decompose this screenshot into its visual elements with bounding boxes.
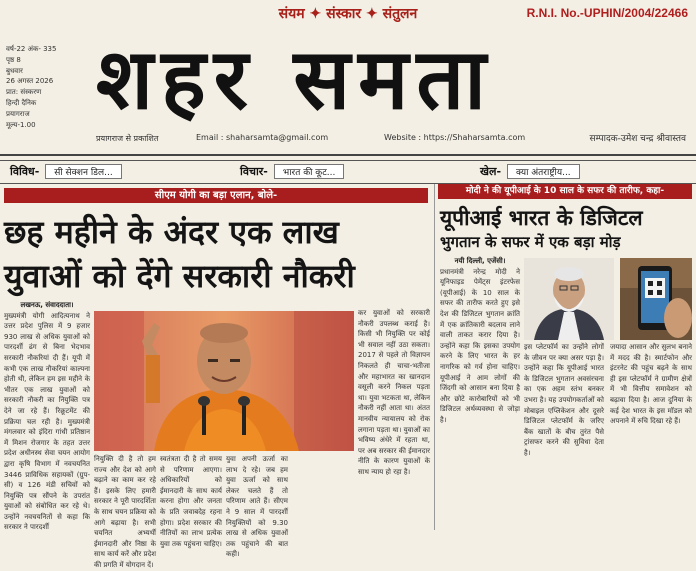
yogi-photo	[94, 311, 354, 451]
edition-info	[6, 44, 90, 130]
left-story-column-5: युवा अपनी ऊर्जा का लाभ दे रहे। जब हम युवा ऊर्जा को साथ लेकर चलते हैं तो परिणाम आते हैं। सीएम ने 9 साल में पारदर्शी नियुक्तियों को 9.30 लाख से अधिक युवाओं तक पहुंचाने की बात कही।	[226, 455, 288, 559]
right-story-column-1	[440, 256, 520, 528]
category-value: सी सेक्शन डिल...	[45, 164, 121, 179]
headline-line: छह महीने के अंदर एक लाख	[4, 213, 339, 251]
right-story-headline[interactable]	[440, 205, 692, 253]
dateline: लखनऊ, संवाददाता।	[20, 301, 74, 309]
body-text: मुख्यमंत्री योगी आदित्यनाथ ने उत्तर प्रदेश पुलिस में 9 हजार 930 लाख से अधिक युवाओं को पारदर्शी ढंग से बिना भेदभाव सरकारी नौकरियां दी हैं। यूपी में कभी एक लाख नौकरियां काल्पना होती थी, लेकिन हम इस महीने के भीतर एक लाख युवाओं को सरकारी नौकरी का नियुक्ति पत्र देने जा रहे हैं। रिक्रूटमेंट की प्रक्रिया चल रही है। मुख्यमंत्री मंगलवार को इंदिरा गांधी प्रतिष्ठान में मिशन रोजगार के तहत उत्तर प्रदेश अधीनस्थ सेवा चयन आयोग द्वारा कृषि विभाग में नवचयनित 3446 प्राविधिक सहायकों (ग्रुप-सी) व 126 मंडी सचिवों को नियुक्ति पत्र सौंपने के उपरांत युवाओं को संबोधित कर रहे थे। उन्होंने नवचयनितों से कहा कि सरकार ने पारदर्शी	[4, 311, 90, 532]
left-story-column-3: नियुक्ति दी है तो हम राज्य और देश को आगे बढ़ाने का काम कर रहे हैं। इसके लिए हमारी सरकार ने पूरी पारदर्शिता के साथ चयन प्रक्रिया को आगे बढ़ाया है। सभी चयनित अभ्यर्थी ईमानदारी और निष्ठा के साथ कार्य करें और प्रदेश की प्रगति में योगदान दें।	[94, 455, 156, 569]
rni-number: R.N.I. No.-UPHIN/2004/22466	[526, 6, 688, 20]
info-line: वर्ष-22 अंक- 335	[6, 45, 57, 53]
left-story-column-2: कर युवाओं को सरकारी नौकरी उपलब्ध कराई है। किसी भी नियुक्ति पर कोई भी सवाल नहीं उठा सकता। 2017 से पहले तो विज्ञापन निकलते ही चाचा-भतीजा और महाभारत का खानदान वसूली करने निकल पड़ता था। युवा भटकता था, लेकिन नौकरी नहीं आता था। अंतत मानवीय न्यायालय को रोक लगाना पड़ता था। युवाओं का भविष्य अंधेरे में रहता था, पर अब सरकार की ईमानदार नीति के कारण युवाओं के साथ न्याय हो रहा है।	[358, 309, 430, 476]
info-line: प्रयागराज	[6, 109, 30, 118]
email-link[interactable]: Email : shaharsamta@gmail.com	[196, 133, 329, 142]
phone-photo	[620, 258, 692, 340]
category-value: भारत की कूट...	[274, 164, 344, 179]
info-line: बुधवार	[6, 66, 23, 75]
published-from: प्रयागराज से प्रकाशित	[96, 134, 159, 143]
upi-phone-graphic	[620, 258, 692, 340]
masthead-tagline: संयम ✦ संस्कार ✦ संतुलन	[278, 6, 418, 22]
category-value: क्या अंतराष्ट्रीय...	[507, 164, 580, 179]
masthead-divider	[0, 154, 696, 156]
category-label: विविध-	[10, 165, 40, 178]
category-bar	[0, 160, 696, 184]
left-story-column-4: स्वतंत्रता दी है तो समय से परिणाम आएगा। अधिकारियों को ईमानदारी के साथ कार्य करना होगा और जनता के प्रति जवाबदेह रहना होगा। प्रदेश सरकार की नीतियों का लाभ प्रत्येक युवा तक पहुंचना चाहिए।	[160, 455, 222, 548]
left-story-kicker: सीएम योगी का बड़ा एलान, बोले-	[4, 188, 428, 203]
category-item[interactable]	[240, 164, 344, 179]
speaker-photo-graphic	[94, 311, 354, 451]
info-line: 26 अगस्त 2026	[6, 77, 54, 86]
info-line: प्रात: संस्करण	[6, 88, 42, 97]
category-item[interactable]	[480, 164, 580, 179]
info-line: मूल्य-1.00	[6, 120, 36, 129]
right-story-column-3: जयादा आसान और सुलभ बनाने में मदद की है। स्मार्टफोन और इंटरनेट की पहुंच बढ़ने के साथ ही इस प्लेटफॉर्म ने ग्रामीण क्षेत्रों में भी वित्तीय समावेशन को बढ़ावा दिया है। आज दुनिया के कई देश भारत के इस मॉडल को अपनाने में रुचि दिखा रहे हैं।	[610, 343, 692, 426]
right-story-column-2: इस प्लेटफॉर्म का उन्होंने लोगों के जीवन पर क्या असर पड़ा है। उन्होंने कहा कि यूपीआई भारत के डिजिटल भुगतान अवसंरचना का एक अहम स्तंभ बनकर उभरा है। यह उपयोगकर्ताओं को मोबाइल एप्लिकेशन और दूसरे डिजिटल प्लेटफॉर्म के जरिए बैंक खातों के बीच तुरंत पैसे ट्रांसफर करने की सुविधा देता है।	[524, 343, 604, 457]
editor-name: सम्पादक-उमेश चन्द्र श्रीवास्तव	[589, 134, 686, 144]
headline-line: भुगतान के सफर में एक बड़ा मोड़	[440, 233, 621, 251]
dateline: नयी दिल्ली, एजेंसी।	[454, 257, 506, 265]
modi-photo	[524, 258, 614, 340]
headline-line: युवाओं को देंगे सरकारी नौकरी	[4, 257, 355, 295]
website-link[interactable]: Website : https://Shaharsamta.com	[384, 133, 526, 142]
left-story-headline[interactable]	[4, 210, 434, 298]
category-item[interactable]	[10, 164, 122, 179]
column-divider	[434, 184, 435, 530]
modi-photo-graphic	[524, 258, 614, 340]
category-label: विचार-	[240, 165, 268, 178]
info-line: पृष्ठ 8	[6, 55, 21, 64]
info-line: हिन्दी दैनिक	[6, 98, 37, 107]
right-story-kicker: मोदी ने की यूपीआई के 10 साल के सफर की तारीफ, कहा-	[438, 184, 692, 199]
headline-line: यूपीआई भारत के डिजिटल	[440, 206, 643, 230]
category-label: खेल-	[480, 165, 502, 178]
newspaper-title: शहर समता	[96, 30, 494, 128]
body-text: प्रधानमंत्री नरेन्द्र मोदी ने यूनिफाइड पेमेंट्स इंटरफेस (यूपीआई) के 10 साल के सफर की तारीफ करते हुए इसे देश की डिजिटल भुगतान क्रांति में एक क्रांतिकारी बदलाव लाने वाली ताकत करार दिया है। उन्होंने कहा कि इसका उपयोग करने के लिए भारत के हर नागरिक को गर्व होना चाहिए। यूपीआई ने आम लोगों की जिंदगी को आसान बना दिया है और छोटे कारोबारियों को भी डिजिटल अर्थव्यवस्था से जोड़ा है।	[440, 267, 520, 424]
left-story-column-1	[4, 300, 90, 532]
